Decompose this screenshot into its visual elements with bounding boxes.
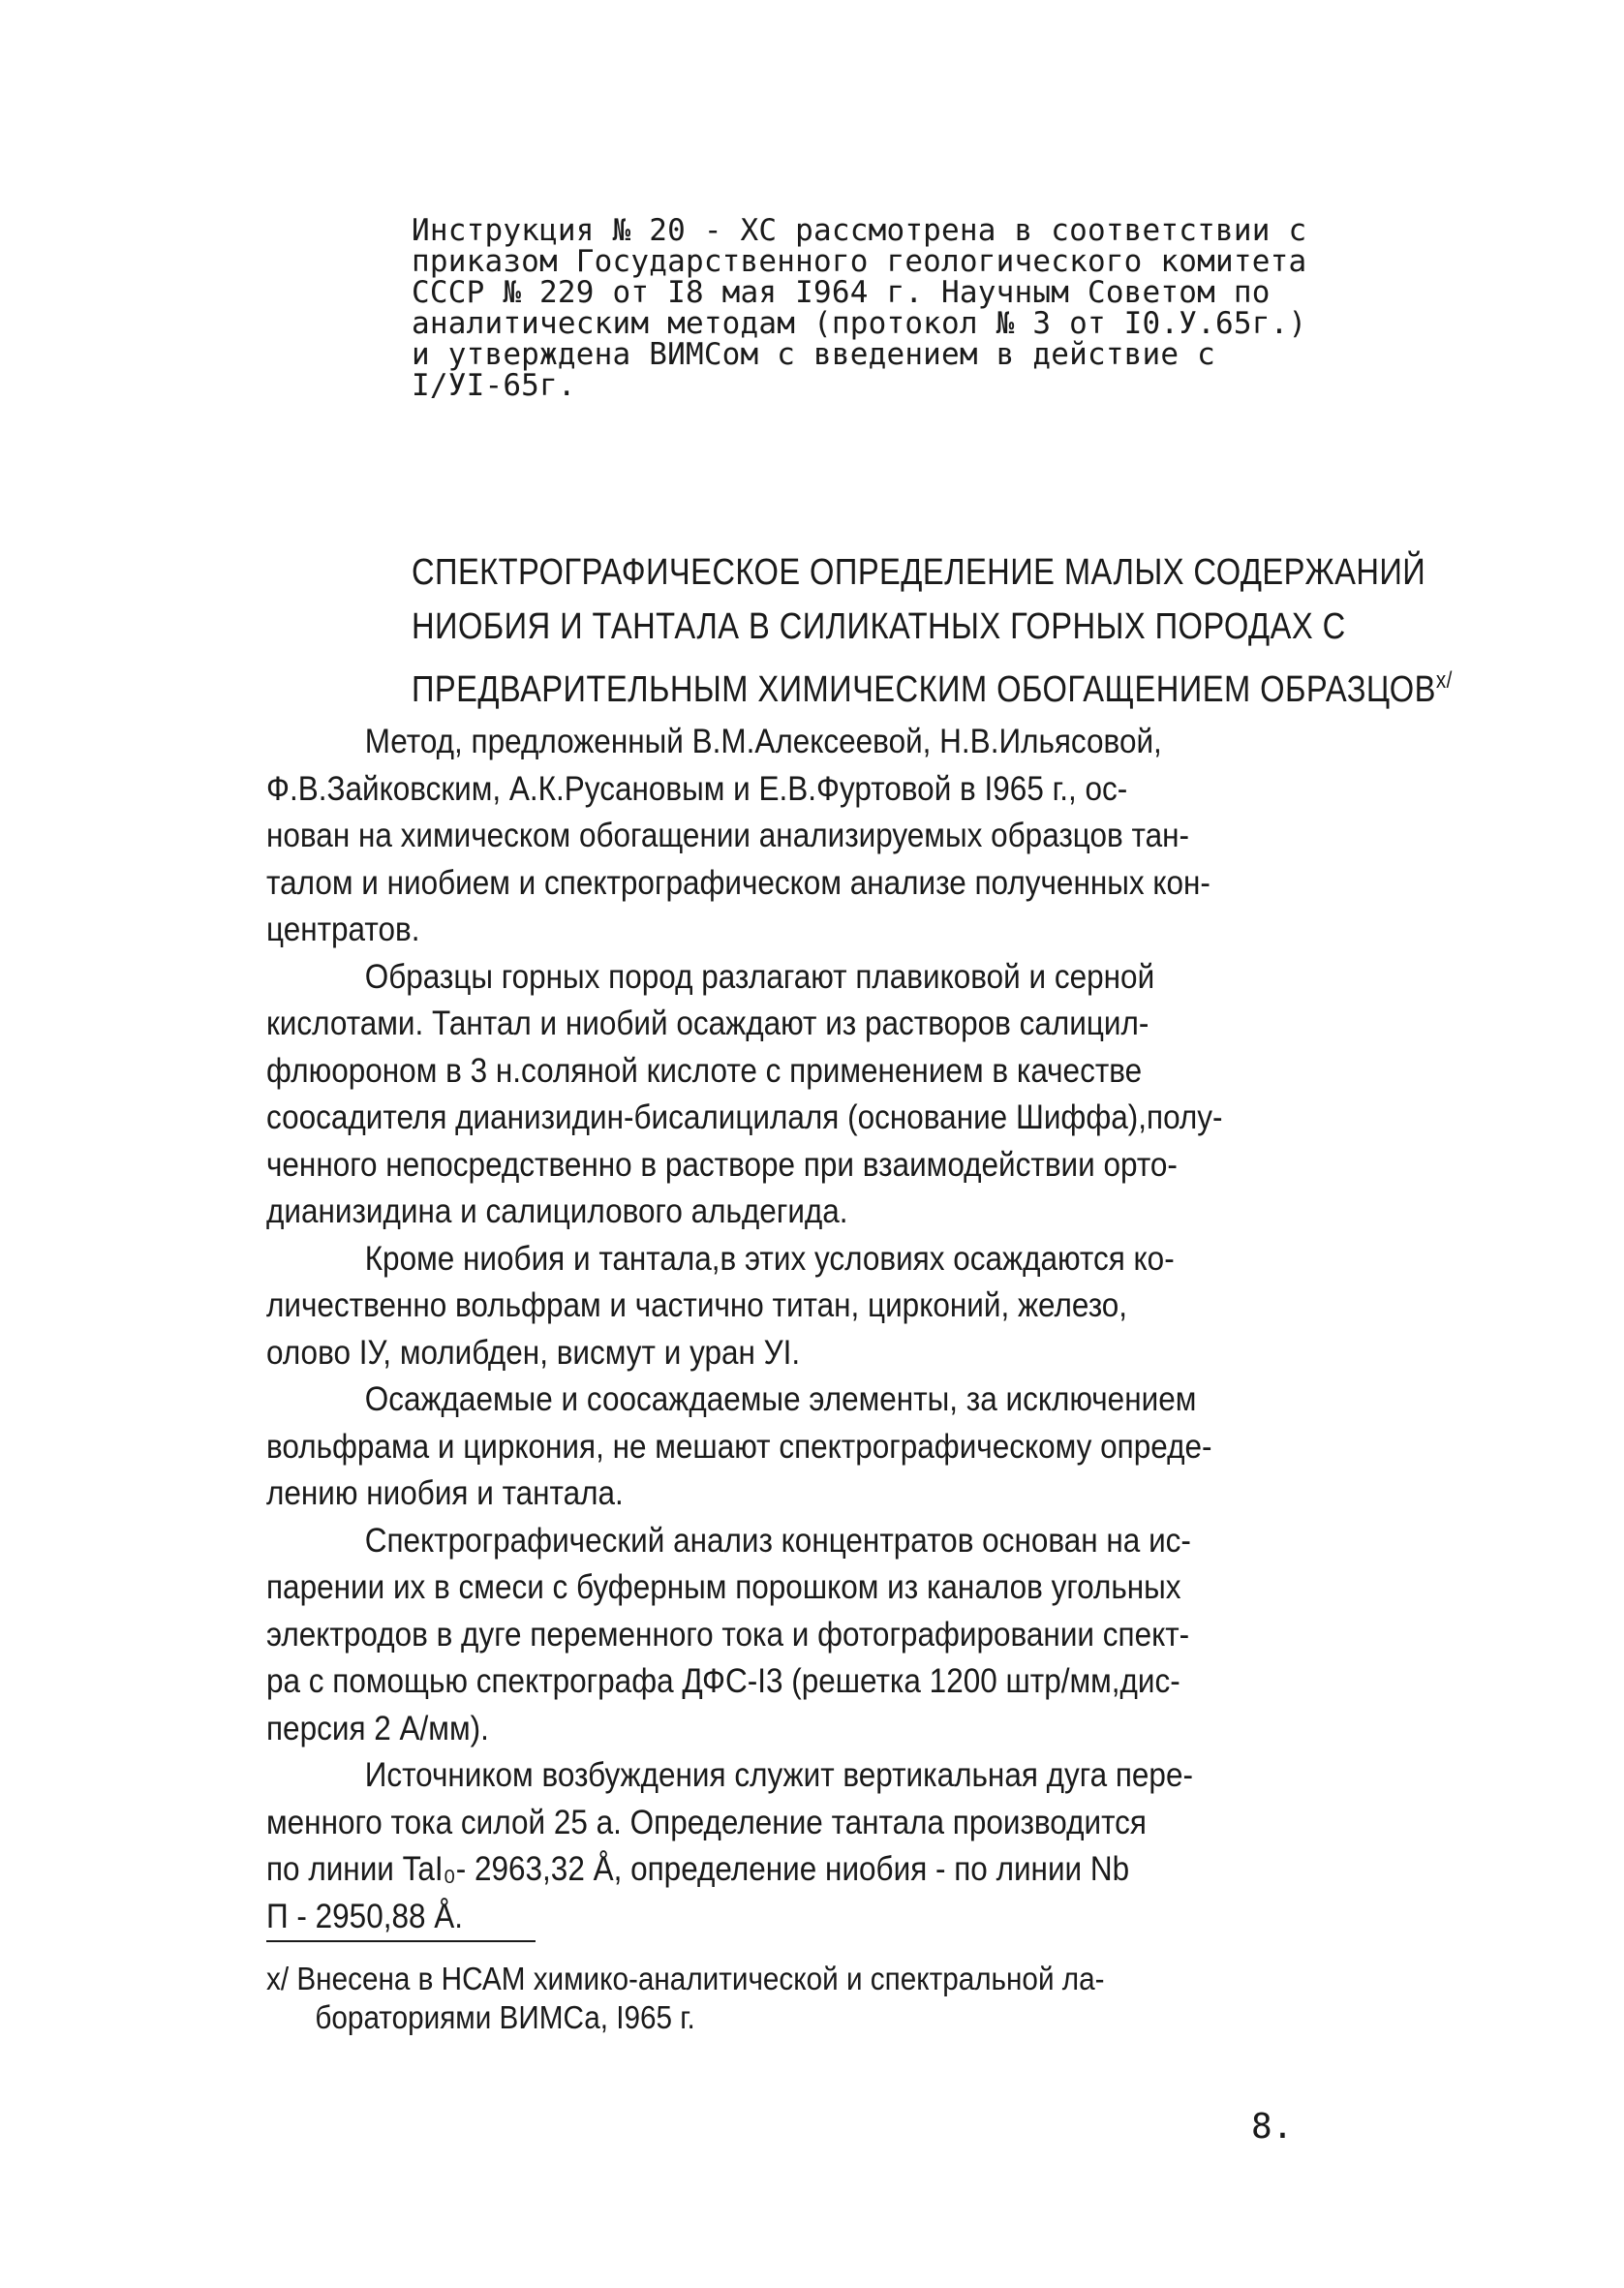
footnote-text: Внесена в НСАМ химико-аналитической и спектральной ла-	[296, 1961, 1105, 1996]
paragraph-line: Кроме ниобия и тантала,в этих условиях осаждаются ко-	[364, 1239, 1175, 1278]
approval-note-line: и утверждена ВИМСом с введением в действие с	[412, 337, 1215, 372]
paragraph-line: ра с помощью спектрографа ДФС-I3 (решетка 1200 штр/мм,дис-	[266, 1662, 1180, 1700]
document-body	[266, 719, 1277, 1940]
approval-note	[412, 215, 1341, 401]
paragraph-line: центратов.	[266, 911, 420, 948]
footnote	[266, 1960, 1269, 2037]
footnote-line: бораториями ВИМСа, I965 г.	[315, 1999, 695, 2035]
paragraph-line: талом и ниобием и спектрографическом анализе полученных кон-	[266, 863, 1210, 902]
approval-note-line: аналитическим методам (протокол № 3 от I0.У.65г.)	[412, 306, 1307, 341]
paragraph-line: флюороном в 3 н.соляной кислоте с применением в качестве	[266, 1051, 1143, 1090]
paragraph-line: Источником возбуждения служит вертикальная дуга пере-	[364, 1756, 1193, 1794]
approval-note-line: СССР № 229 от I8 мая I964 г. Научным Советом по	[412, 275, 1271, 310]
footnote-line	[266, 1960, 1269, 1998]
approval-note-line: Инструкция № 20 - ХС рассмотрена в соответствии с	[412, 213, 1307, 248]
paragraph-line: кислотами. Тантал и ниобий осаждают из растворов салицил-	[266, 1005, 1149, 1042]
paragraph	[266, 1518, 1277, 1753]
paragraph-line: ченного непосредственно в растворе при взаимодействии орто-	[266, 1145, 1178, 1184]
paragraph-line: электродов в дуге переменного тока и фотографировании спект-	[266, 1615, 1190, 1654]
title-line-text: ПРЕДВАРИТЕЛЬНЫМ ХИМИЧЕСКИМ ОБОГАЩЕНИЕМ ОБРАЗЦОВ	[412, 669, 1436, 710]
title-line: НИОБИЯ И ТАНТАЛА В СИЛИКАТНЫХ ГОРНЫХ ПОРОДАХ С	[412, 606, 1346, 647]
paragraph	[266, 954, 1277, 1236]
title-line	[412, 654, 1453, 717]
paragraph-line: Осаждаемые и соосаждаемые элементы, за исключением	[364, 1380, 1197, 1418]
paragraph	[266, 719, 1277, 954]
paragraph-line: Образцы горных пород разлагают плавиковой и серной	[364, 957, 1155, 996]
paragraph	[266, 1752, 1277, 1940]
page-number: 8.	[1251, 2107, 1294, 2147]
paragraph-line: персия 2 А/мм).	[266, 1709, 489, 1747]
title-footnote-mark: х/	[1435, 667, 1453, 694]
paragraph-line: олово IУ, молибден, висмут и уран УI.	[266, 1333, 801, 1372]
paragraph-line: Метод, предложенный В.М.Алексеевой, Н.В.Ильясовой,	[364, 723, 1162, 760]
paragraph-line: менного тока силой 25 а. Определение тантала производится	[266, 1803, 1147, 1841]
paragraph-line: дианизидина и салицилового альдегида.	[266, 1192, 848, 1230]
paragraph-line: Спектрографический анализ концентратов основан на ис-	[364, 1521, 1191, 1560]
approval-note-line: I/УI-65г.	[412, 368, 576, 403]
paragraph	[266, 1376, 1277, 1518]
title-line: СПЕКТРОГРАФИЧЕСКОЕ ОПРЕДЕЛЕНИЕ МАЛЫХ СОДЕРЖАНИЙ	[412, 552, 1426, 593]
paragraph	[266, 1236, 1277, 1377]
paragraph-line: личественно вольфрам и частично титан, цирконий, железо,	[266, 1286, 1128, 1324]
paragraph-line: вольфрама и циркония, не мешают спектрографическому опреде-	[266, 1427, 1212, 1466]
paragraph-line: лению ниобия и тантала.	[266, 1474, 624, 1512]
paragraph-line: по линии TaI₀- 2963,32 Å, определение ниобия - по линии Nb	[266, 1850, 1130, 1888]
footnote-divider	[266, 1940, 536, 1942]
paragraph-line: Ф.В.Зайковским, А.К.Русановым и Е.В.Фуртовой в I965 г., ос-	[266, 769, 1128, 808]
paragraph-line: парении их в смеси с буферным порошком из каналов угольных	[266, 1568, 1181, 1606]
document-title	[412, 545, 1453, 717]
paragraph-line: соосадителя дианизидин-бисалицилаля (основание Шиффа),полу-	[266, 1098, 1223, 1136]
paragraph-line: П - 2950,88 Å.	[266, 1897, 464, 1935]
approval-note-line: приказом Государственного геологического комитета	[412, 244, 1307, 279]
footnote-marker: х/	[266, 1961, 290, 1996]
paragraph-line: нован на химическом обогащении анализируемых образцов тан-	[266, 817, 1189, 854]
